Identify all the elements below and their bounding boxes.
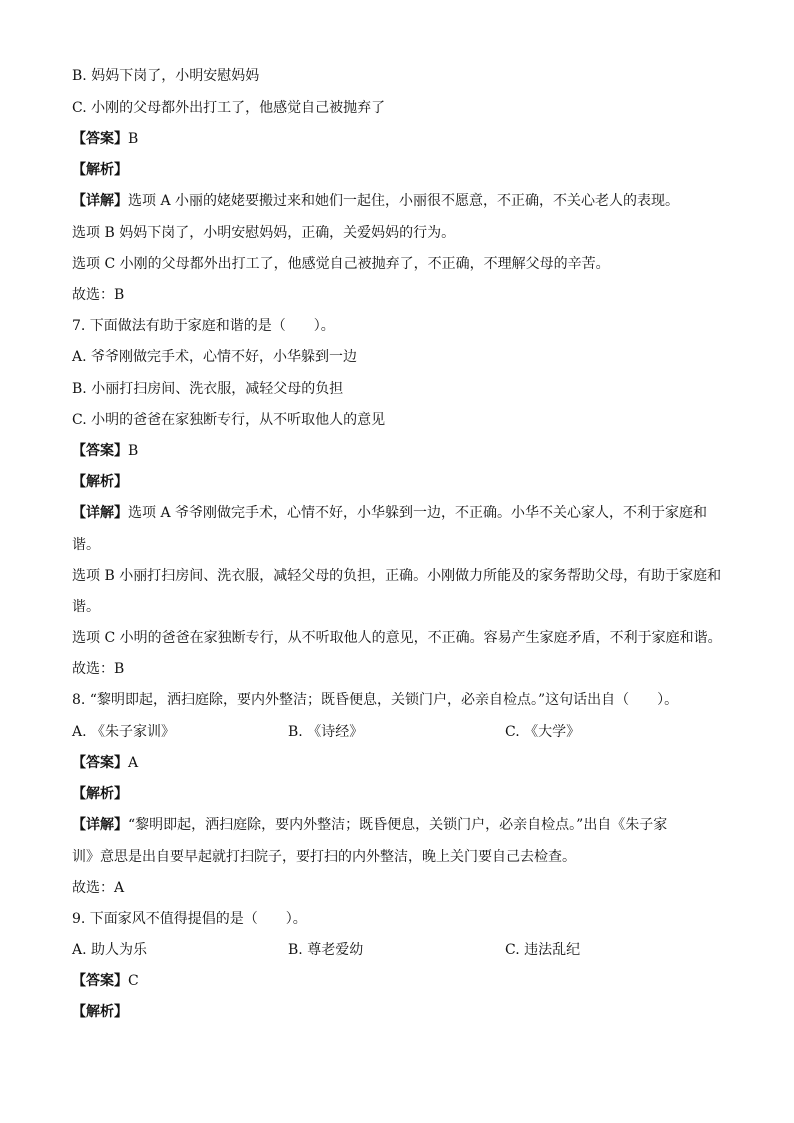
q8-detail-1: 【详解】“黎明即起，洒扫庭除，要内外整洁；既昏便息，关锁门户，必亲自检点。”出自《朱子家 [72,817,668,833]
q7-detail-b-2: 谐。 [72,599,100,615]
q6-detail-b: 选项 B 妈妈下岗了，小明安慰妈妈，正确，关爱妈妈的行为。 [72,225,456,241]
q7-answer [72,441,732,461]
q7-detail-c: 选项 C 小明的爸爸在家独断专行，从不听取他人的意见，不正确。容易产生家庭矛盾，不利于家庭和谐。 [72,630,722,646]
q8-question: 8. “黎明即起，洒扫庭除，要内外整洁；既昏便息，关锁门户，必亲自检点。”这句话出自（ ）。 [72,692,679,708]
answer-tag: 【答案】 [72,443,128,459]
detail-tag: 【详解】 [72,193,128,209]
q9-option-c: C. 违法乱纪 [505,942,581,958]
q7-detail-a-2: 谐。 [72,537,100,553]
answer-tag: 【答案】 [72,973,128,989]
detail-tag: 【详解】 [72,817,128,833]
answer-tag: 【答案】 [72,755,128,771]
q8-choose: 故选：A [72,880,125,896]
answer-tag: 【答案】 [72,131,128,147]
answer-value: C [128,973,139,989]
q8-analysis-tag: 【解析】 [72,786,128,802]
q6-option-c: C. 小刚的父母都外出打工了，他感觉自己被抛弃了 [72,100,386,116]
q8-option-c: C. 《大学》 [505,724,581,740]
answer-value: A [128,755,139,771]
q6-detail-a: 【详解】选项 A 小丽的姥姥要搬过来和她们一起住，小丽很不愿意，不正确，不关心老人的表现。 [72,193,680,209]
q7-option-a: A. 爷爷刚做完手术，心情不好，小华躲到一边 [72,349,358,365]
q6-detail-c: 选项 C 小刚的父母都外出打工了，他感觉自己被抛弃了，不正确，不理解父母的辛苦。 [72,256,610,272]
q9-option-b: B. 尊老爱幼 [288,942,364,958]
q9-answer [72,971,732,991]
q7-option-c: C. 小明的爸爸在家独断专行，从不听取他人的意见 [72,412,386,428]
q6-choose: 故选：B [72,287,125,303]
q7-option-b: B. 小丽打扫房间、洗衣服，减轻父母的负担 [72,381,344,397]
q8-option-b: B. 《诗经》 [288,724,364,740]
q6-answer [72,129,732,149]
q7-question: 7. 下面做法有助于家庭和谐的是（ ）。 [72,318,335,334]
q6-analysis-tag: 【解析】 [72,162,128,178]
answer-value: B [128,131,139,147]
q8-answer [72,753,732,773]
q8-option-a: A. 《朱子家训》 [72,724,176,740]
q9-question: 9. 下面家风不值得提倡的是（ ）。 [72,911,307,927]
detail-tag: 【详解】 [72,505,128,521]
q7-detail-b-1: 选项 B 小丽打扫房间、洗衣服，减轻父母的负担，正确。小刚做力所能及的家务帮助父母，有助于家庭和 [72,568,722,584]
q8-detail-2: 训》意思是出自要早起就打扫院子，要打扫的内外整洁，晚上关门要自己去检查。 [72,849,576,865]
q7-analysis-tag: 【解析】 [72,474,128,490]
q9-option-a: A. 助人为乐 [72,942,148,958]
answer-value: B [128,443,139,459]
q6-option-b: B. 妈妈下岗了，小明安慰妈妈 [72,68,260,84]
q7-detail-a-1: 【详解】选项 A 爷爷刚做完手术，心情不好，小华躲到一边，不正确。小华不关心家人，不利于家庭和 [72,505,708,521]
q7-choose: 故选：B [72,661,125,677]
q9-analysis-tag: 【解析】 [72,1004,128,1020]
